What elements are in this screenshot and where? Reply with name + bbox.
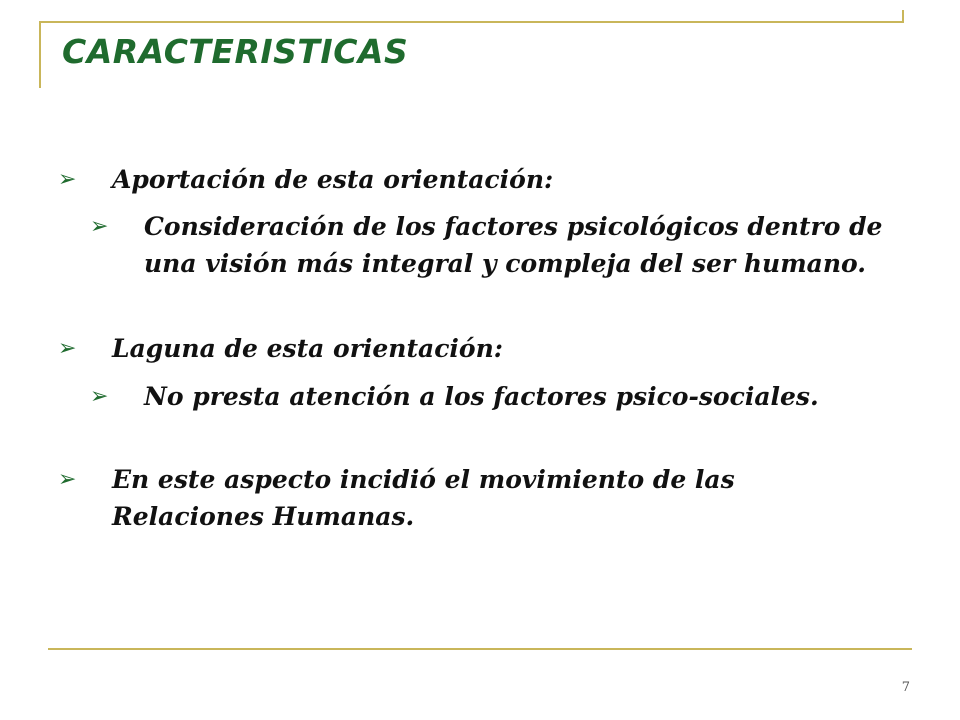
- bullet-item-2: Laguna de esta orientación:: [112, 334, 504, 363]
- bullet-item-3: En este aspecto incidió el movimiento de las Relaciones Humanas.: [112, 465, 735, 531]
- bullet-item-1: Aportación de esta orientación:: [112, 165, 554, 194]
- arrow-bullet-icon: ➢: [58, 336, 77, 361]
- sub-bullet-item-2: No presta atención a los factores psico-sociales.: [144, 382, 819, 411]
- arrow-bullet-icon: ➢: [58, 167, 77, 192]
- left-rule: [39, 21, 41, 88]
- arrow-bullet-icon: ➢: [90, 384, 109, 409]
- sub-bullet-item-1: Consideración de los factores psicológicos dentro de una visión más integral y compleja del ser humano.: [144, 212, 883, 278]
- page-number: 7: [901, 680, 910, 695]
- bottom-rule: [48, 648, 912, 650]
- arrow-bullet-icon: ➢: [58, 467, 77, 492]
- right-rule: [902, 10, 904, 23]
- arrow-bullet-icon: ➢: [90, 214, 109, 239]
- slide-title: CARACTERISTICAS: [62, 32, 409, 71]
- top-rule: [40, 21, 904, 23]
